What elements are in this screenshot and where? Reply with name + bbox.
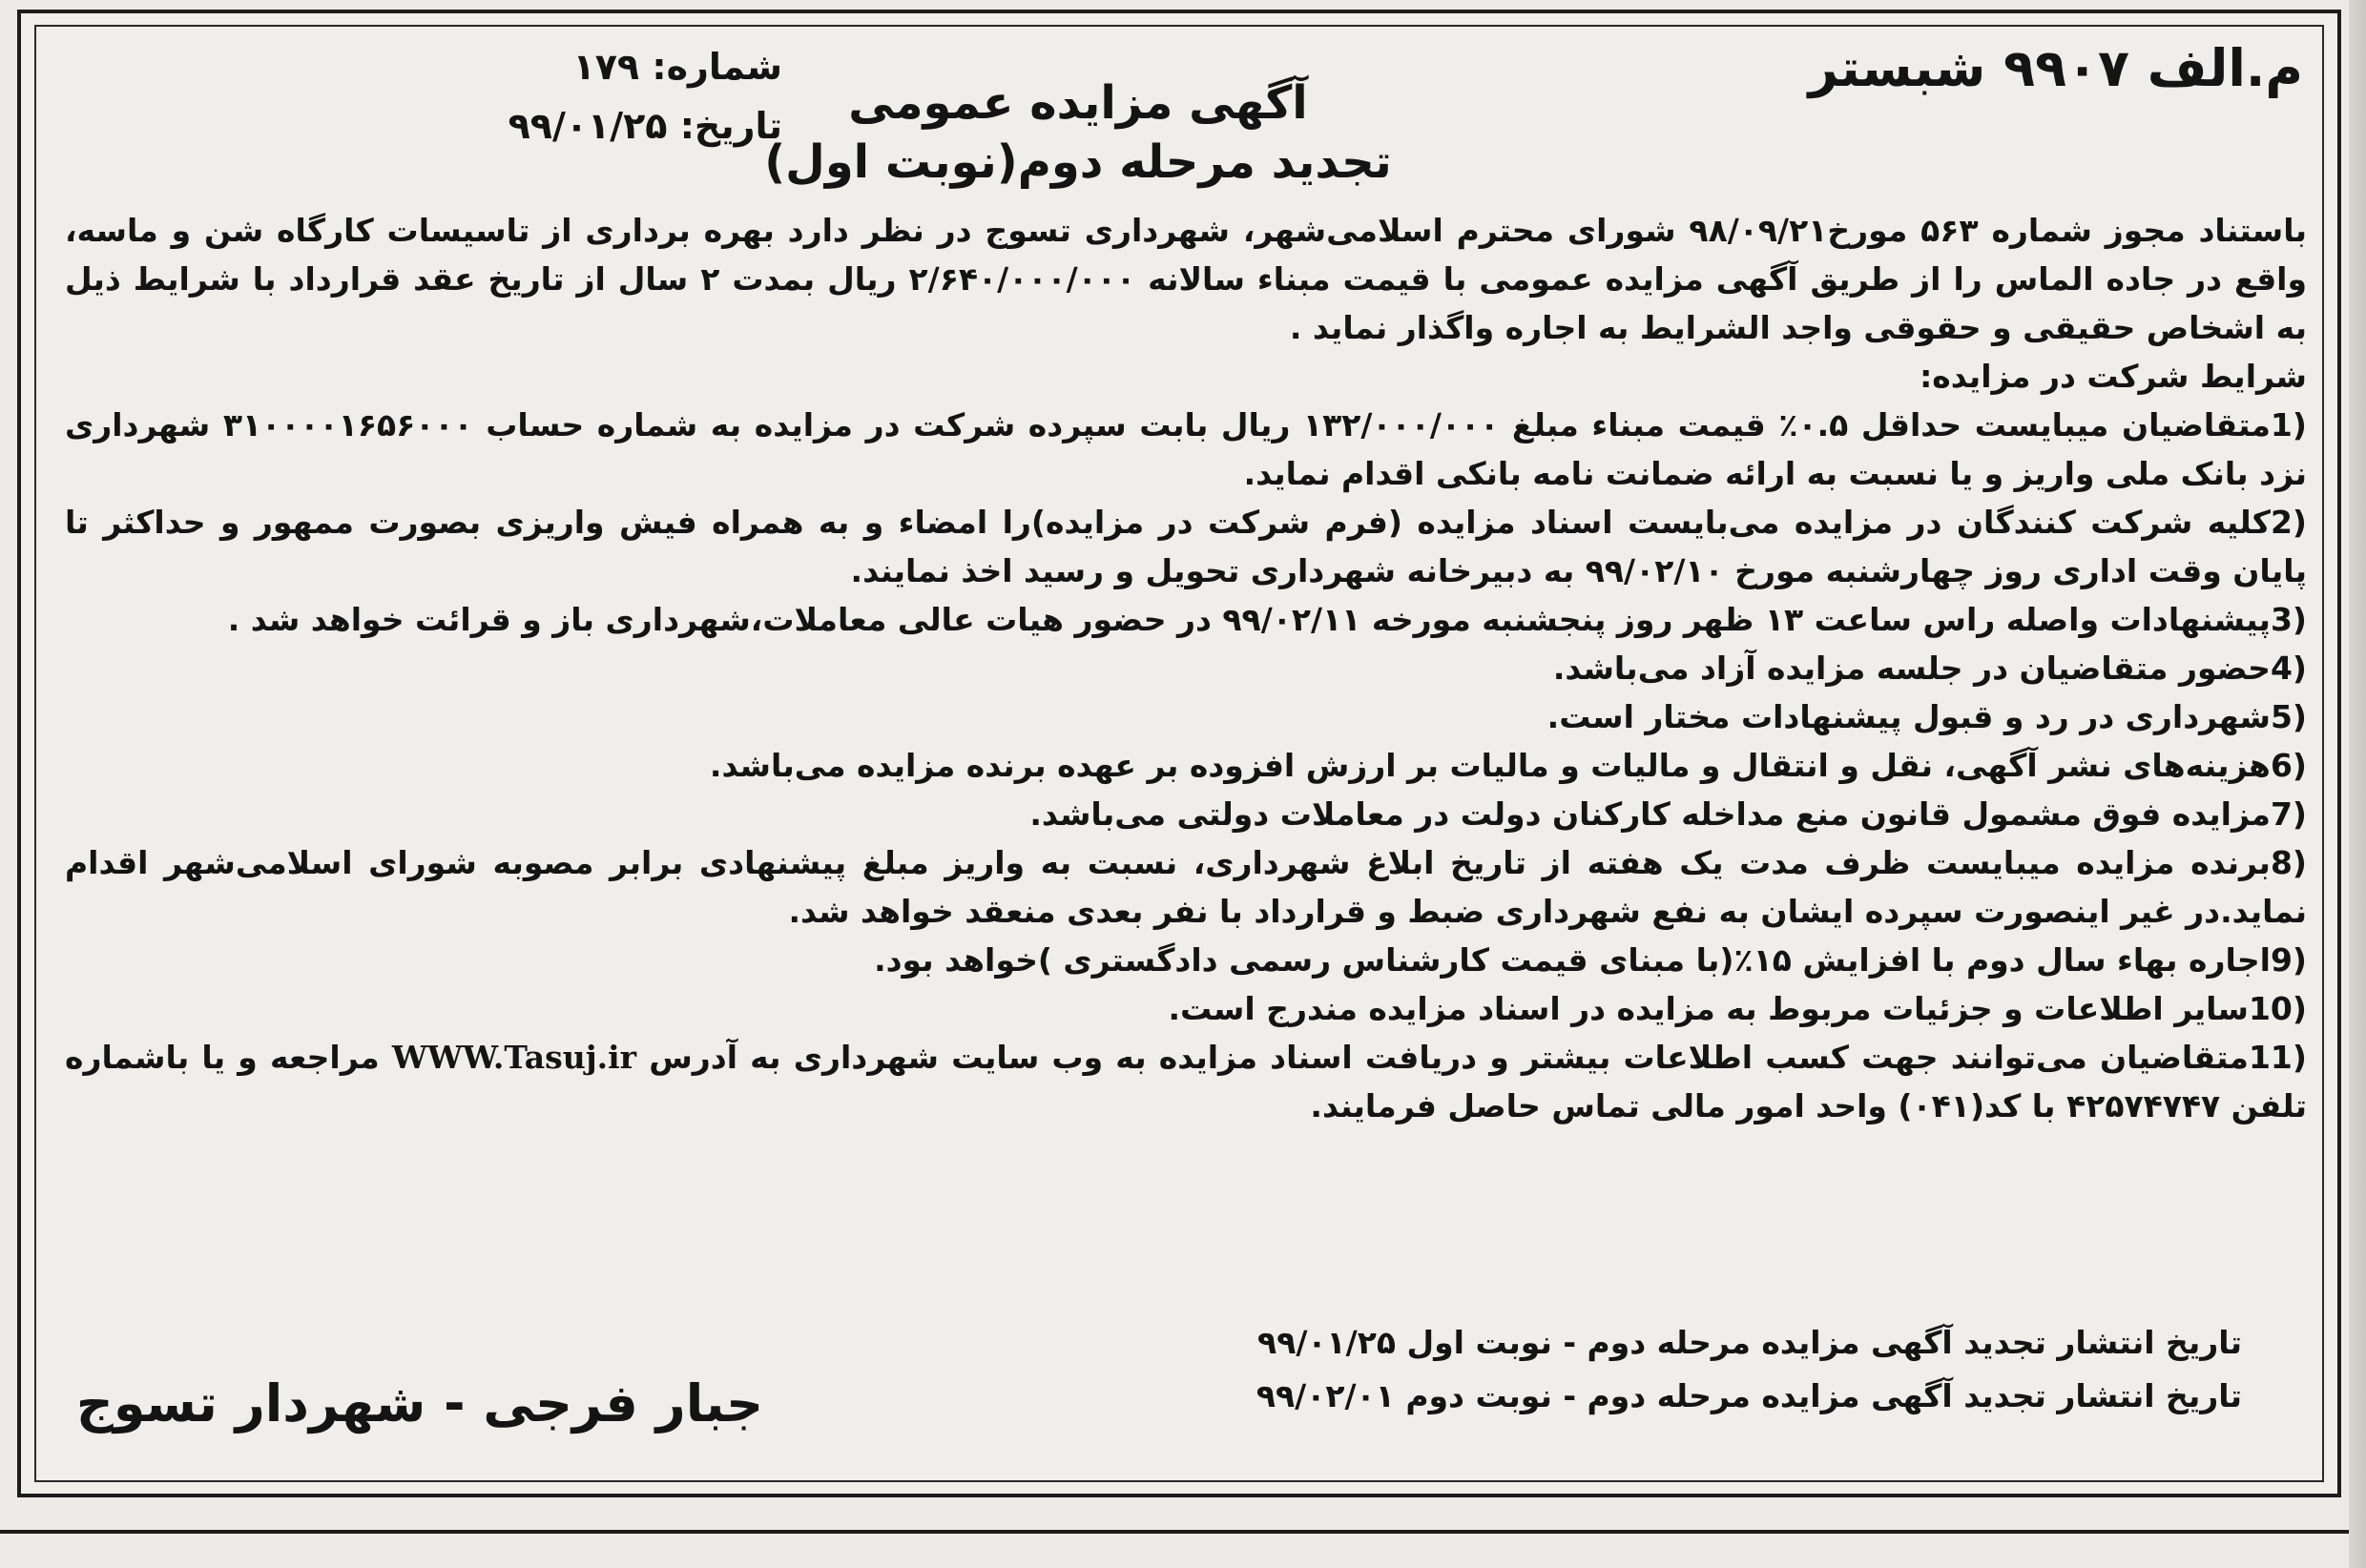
condition-11-text-start: (11متقاضیان می‌توانند جهت کسب اطلاعات بیشتر و دریافت اسناد مزایده به وب سایت شهرداری به آدرس — [649, 1039, 2307, 1076]
mayor-signature: جبار فرجی - شهردار تسوج — [75, 1373, 763, 1434]
condition-2: (2کلیه شرکت کنندگان در مزایده می‌بایست اسناد مزایده (فرم شرکت در مزایده)را امضاء و به همراه فیش واریزی بصورت ممهور و حداکثر تا پایان وقت اداری روز چهارشنبه مورخ ۹۹/۰۲/۱۰ به دبیرخانه شهرداری تحویل و رسید اخذ نمایند. — [65, 504, 2307, 589]
condition-11-text-end: مراجعه و یا باشماره تلفن ۴۲۵۷۴۷۴۷ با کد(۰۴۱) واحد امور مالی تماس حاصل فرمایند. — [65, 1039, 2307, 1124]
condition-7: (7مزایده فوق مشمول قانون منع مداخله کارکنان دولت در معاملات دولتی می‌باشد. — [1029, 795, 2307, 833]
publication-date-first: تاریخ انتشار تجدید آگهی مزایده مرحله دوم - نوبت اول ۹۹/۰۱/۲۵ — [1257, 1324, 2242, 1361]
bottom-divider — [0, 1530, 2366, 1534]
notice-date: تاریخ: ۹۹/۰۱/۲۵ — [508, 105, 782, 147]
conditions-heading: شرایط شرکت در مزایده: — [1920, 358, 2307, 395]
intro-paragraph: باستناد مجوز شماره ۵۶۳ مورخ۹۸/۰۹/۲۱ شورای محترم اسلامی‌شهر، شهرداری تسوج در نظر دارد بهره برداری از تاسیسات کارگاه شن و ماسه، واقع در جاده الماس را از طریق آگهی مزایده عمومی با قیمت مبناء سالانه ۲/۶۴۰/۰۰۰/۰۰۰ ریال بمدت ۲ سال از تاریخ عقد قرارداد با شرایط ذیل به اشخاص حقیقی و حقوقی واجد الشرایط به اجاره واگذار نماید . — [65, 212, 2307, 346]
condition-6: (6هزینه‌های نشر آگهی، نقل و انتقال و مالیات و مالیات بر ارزش افزوده بر عهده برنده مزایده می‌باشد. — [709, 747, 2307, 784]
reference-code: م.الف ۹۹۰۷ شبستر — [1808, 38, 2303, 98]
condition-4: (4حضور متقاضیان در جلسه مزایده آزاد می‌باشد. — [1552, 650, 2307, 687]
notice-subtitle: تجدید مرحله دوم(نوبت اول) — [764, 135, 1392, 189]
notice-number: شماره: ۱۷۹ — [572, 46, 782, 88]
condition-3: (3پیشنهادات واصله راس ساعت ۱۳ ظهر روز پنجشنبه مورخه ۹۹/۰۲/۱۱ در حضور هیات عالی معاملات،شهرداری باز و قرائت خواهد شد . — [227, 601, 2307, 638]
website-link[interactable]: WWW.Tasuj.ir — [391, 1039, 637, 1076]
publication-date-second: تاریخ انتشار تجدید آگهی مزایده مرحله دوم - نوبت دوم ۹۹/۰۲/۰۱ — [1256, 1377, 2242, 1414]
condition-8: (8برنده مزایده میبایست ظرف مدت یک هفته از تاریخ ابلاغ شهرداری، نسبت به واریز مبلغ پیشنهادی برابر مصوبه شورای اسلامی‌شهر اقدام نماید.در غیر اینصورت سپرده ایشان به نفع شهرداری ضبط و قرارداد با نفر بعدی منعقد خواهد شد. — [65, 844, 2307, 930]
condition-1: (1متقاضیان میبایست حداقل ۰.۵٪ قیمت مبناء مبلغ ۱۳۲/۰۰۰/۰۰۰ ریال بابت سپرده شرکت در مزایده به شماره حساب ۳۱۰۰۰۰۱۶۵۶۰۰۰ شهرداری نزد بانک ملی واریز و یا نسبت به ارائه ضمانت نامه بانکی اقدام نماید. — [65, 406, 2307, 492]
condition-11 — [65, 1033, 2307, 1130]
notice-title: آگهی مزایده عمومی — [848, 76, 1308, 130]
page-edge-shadow — [2349, 0, 2366, 1568]
condition-5: (5شهرداری در رد و قبول پیشنهادات مختار است. — [1546, 698, 2307, 735]
notice-body — [65, 206, 2307, 1130]
publication-dates — [1193, 1316, 2242, 1423]
condition-9: (9اجاره بهاء سال دوم با افزایش ۱۵٪(با مبنای قیمت کارشناس رسمی دادگستری )خواهد بود. — [874, 941, 2307, 979]
condition-10: (10سایر اطلاعات و جزئیات مربوط به مزایده در اسناد مزایده مندرج است. — [1168, 990, 2307, 1027]
